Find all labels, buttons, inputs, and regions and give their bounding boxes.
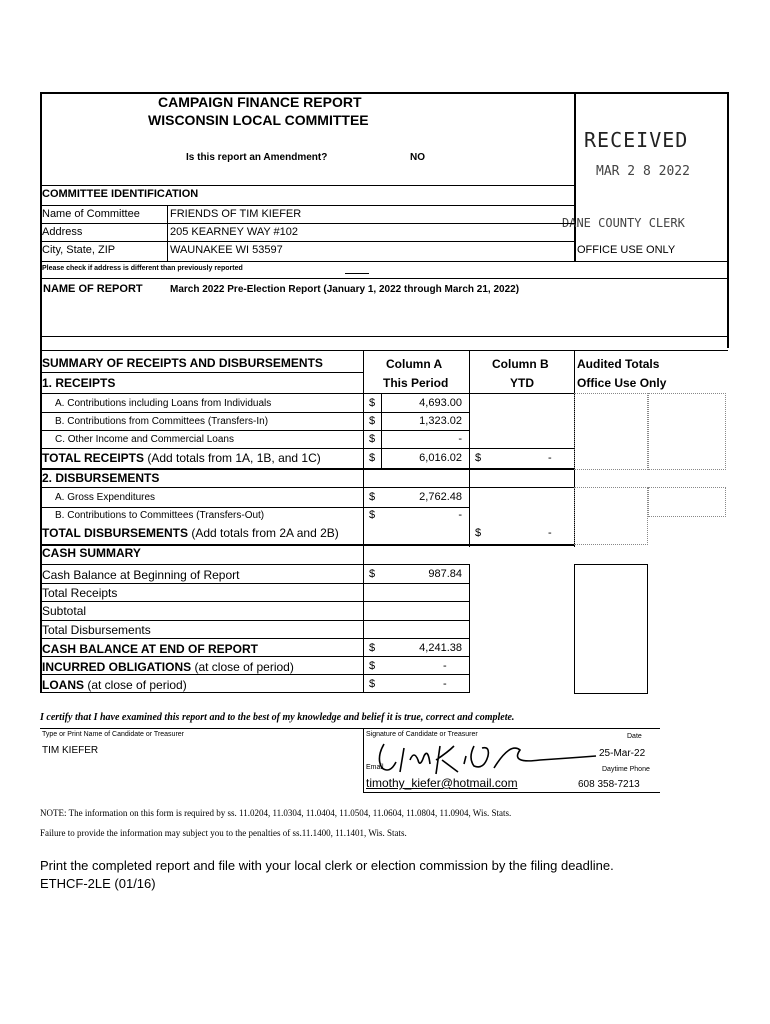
col-a-title: Column A xyxy=(386,357,443,371)
audit-box-disb xyxy=(574,487,648,545)
amendment-question: Is this report an Amendment? xyxy=(186,152,328,163)
form-number: ETHCF-2LE (01/16) xyxy=(40,876,156,891)
email-label: Email xyxy=(366,764,384,771)
date-value[interactable]: 25-Mar-22 xyxy=(599,748,646,759)
frame-top xyxy=(40,92,728,94)
office-use-only: OFFICE USE ONLY xyxy=(577,244,676,256)
dollar-sign: $ xyxy=(369,678,376,690)
disbursements-a-value[interactable]: 2,762.48 xyxy=(419,491,462,503)
disbursements-b-label: B. Contributions to Committees (Transfers-Out) xyxy=(55,510,265,521)
dollar-sign: $ xyxy=(369,433,376,445)
line xyxy=(40,261,728,262)
office-divider xyxy=(574,92,576,262)
audit-box-receipts-ytd xyxy=(648,393,726,470)
line xyxy=(363,728,364,792)
audit-box-disb-ytd xyxy=(648,487,726,517)
total-disb-note: (Add totals from 2A and 2B) xyxy=(188,526,339,540)
treasurer-name[interactable]: TIM KIEFER xyxy=(42,745,99,756)
total-receipts-bold: TOTAL RECEIPTS xyxy=(42,451,145,465)
receipts-heading: 1. RECEIPTS xyxy=(42,376,116,390)
dollar-sign: $ xyxy=(369,397,376,409)
dollar-sign: $ xyxy=(369,509,376,521)
city-label: City, State, ZIP xyxy=(42,244,116,256)
frame-right xyxy=(727,92,729,348)
total-disb-bold: TOTAL DISBURSEMENTS xyxy=(42,526,189,540)
note-line-2: Failure to provide the information may subject you to the penalties of ss.11.1400, 11.1401, Wis. Stats. xyxy=(40,828,407,838)
line xyxy=(40,601,470,602)
incurred-note: (at close of period) xyxy=(191,660,294,674)
receipts-a-label: A. Contributions including Loans from Individuals xyxy=(55,398,272,409)
received-date: MAR 2 8 2022 xyxy=(596,164,690,179)
print-instruction: Print the completed report and file with your local clerk or election commission by the filing deadline. xyxy=(40,858,614,873)
email-value[interactable]: timothy_kiefer@hotmail.com xyxy=(366,776,518,790)
line xyxy=(40,448,575,449)
line xyxy=(40,507,470,508)
col-a-left xyxy=(363,350,364,692)
line xyxy=(40,336,728,337)
audit-box-receipts xyxy=(574,393,648,470)
line xyxy=(40,692,470,693)
line xyxy=(40,350,728,351)
line xyxy=(40,620,470,621)
total-receipts-note: (Add totals from 1A, 1B, and 1C) xyxy=(144,451,321,465)
cash-summary-heading: CASH SUMMARY xyxy=(42,546,141,560)
date-label: Date xyxy=(627,733,642,740)
col-b-title: Column B xyxy=(492,357,549,371)
line xyxy=(40,564,470,565)
line xyxy=(167,205,168,261)
dollar-sign: $ xyxy=(369,452,376,464)
address-label: Address xyxy=(42,226,83,238)
loans-bold: LOANS xyxy=(42,678,84,692)
received-stamp: RECEIVED xyxy=(584,128,689,152)
certification-statement: I certify that I have examined this report and to the best of my knowledge and belief it is true, correct and complete. xyxy=(40,712,515,723)
dollar-sign: $ xyxy=(369,660,376,672)
cash-receipts-label: Total Receipts xyxy=(42,586,118,600)
report-name-label: NAME OF REPORT xyxy=(43,283,143,295)
line xyxy=(40,185,575,186)
loans-label xyxy=(42,678,187,692)
dollar-sign: $ xyxy=(369,491,376,503)
report-name-value[interactable]: March 2022 Pre-Election Report (January 1, 2022 through March 21, 2022) xyxy=(170,284,520,295)
report-title: CAMPAIGN FINANCE REPORT xyxy=(158,94,362,110)
dollar-sign: $ xyxy=(475,527,482,539)
cash-subtotal-label: Subtotal xyxy=(42,604,87,618)
line xyxy=(40,241,575,242)
audited-subtitle: Office Use Only xyxy=(577,376,667,390)
cash-end-label: CASH BALANCE AT END OF REPORT xyxy=(42,642,258,656)
total-receipts-ytd[interactable]: - xyxy=(548,452,552,464)
dollar-sign: $ xyxy=(475,452,482,464)
line xyxy=(40,674,470,675)
type-name-label: Type or Print Name of Candidate or Treasurer xyxy=(42,731,185,738)
total-receipts-value[interactable]: 6,016.02 xyxy=(419,452,462,464)
report-subtitle: WISCONSIN LOCAL COMMITTEE xyxy=(148,112,369,128)
line xyxy=(40,393,575,394)
receipts-c-value[interactable]: - xyxy=(458,433,462,445)
incurred-bold: INCURRED OBLIGATIONS xyxy=(42,660,192,674)
phone-label: Daytime Phone xyxy=(602,766,650,773)
col-a-right xyxy=(469,565,470,692)
clerk-stamp: DANE COUNTY CLERK xyxy=(562,216,685,230)
signature[interactable] xyxy=(370,738,600,778)
line xyxy=(40,430,470,431)
line xyxy=(40,372,364,373)
disbursements-a-label: A. Gross Expenditures xyxy=(55,492,156,503)
col-b-subtitle: YTD xyxy=(510,376,534,390)
address-check-box[interactable] xyxy=(345,273,369,274)
receipts-b-value[interactable]: 1,323.02 xyxy=(419,415,462,427)
note-line-1: NOTE: The information on this form is required by ss. 11.0204, 11.0304, 11.0404, 11.0504, 11.0604, 11.0804, 11.0904, Wis. Stats. xyxy=(40,808,512,818)
line xyxy=(40,412,470,413)
loans-note: (at close of period) xyxy=(84,678,187,692)
incurred-label xyxy=(42,660,294,674)
line xyxy=(40,583,470,584)
cash-begin-value[interactable]: 987.84 xyxy=(428,568,462,580)
address-value[interactable]: 205 KEARNEY WAY #102 xyxy=(170,226,298,238)
phone-value[interactable]: 608 358-7213 xyxy=(578,779,640,790)
col-a-subtitle: This Period xyxy=(383,376,449,390)
receipts-b-label: B. Contributions from Committees (Transfers-In) xyxy=(55,416,269,427)
line xyxy=(40,223,575,224)
committee-name-label: Name of Committee xyxy=(42,208,140,220)
line xyxy=(40,468,575,470)
committee-name-value[interactable]: FRIENDS OF TIM KIEFER xyxy=(170,208,302,220)
line xyxy=(40,728,660,729)
loans-value[interactable]: - xyxy=(443,678,447,690)
receipts-c-label: C. Other Income and Commercial Loans xyxy=(55,434,234,445)
frame-left xyxy=(40,92,42,692)
incurred-value[interactable]: - xyxy=(443,660,447,672)
receipts-a-value[interactable]: 4,693.00 xyxy=(419,397,462,409)
audit-box-cash xyxy=(574,564,648,694)
total-disbursements-label xyxy=(42,526,339,540)
cash-disbursements-label: Total Disbursements xyxy=(42,623,151,637)
total-disbursements-ytd[interactable]: - xyxy=(548,527,552,539)
disbursements-heading: 2. DISBURSEMENTS xyxy=(42,471,160,485)
amendment-answer[interactable]: NO xyxy=(410,152,425,163)
address-check-note: Please check if address is different than previously reported xyxy=(42,265,243,272)
dollar-sign: $ xyxy=(369,568,376,580)
signature-label: Signature of Candidate or Treasurer xyxy=(366,731,478,738)
audited-title: Audited Totals xyxy=(577,357,660,371)
disbursements-b-value[interactable]: - xyxy=(458,509,462,521)
line xyxy=(363,792,660,793)
total-receipts-label xyxy=(42,451,321,465)
committee-heading: COMMITTEE IDENTIFICATION xyxy=(42,188,199,200)
line xyxy=(40,638,470,639)
city-value[interactable]: WAUNAKEE WI 53597 xyxy=(170,244,283,256)
line xyxy=(40,487,575,488)
line xyxy=(40,278,728,279)
cash-begin-label: Cash Balance at Beginning of Report xyxy=(42,568,240,582)
cash-end-value[interactable]: 4,241.38 xyxy=(419,642,462,654)
dollar-sign: $ xyxy=(369,642,376,654)
line xyxy=(40,656,470,657)
dollar-sign: $ xyxy=(369,415,376,427)
line xyxy=(40,205,575,206)
summary-heading: SUMMARY OF RECEIPTS AND DISBURSEMENTS xyxy=(42,356,323,370)
